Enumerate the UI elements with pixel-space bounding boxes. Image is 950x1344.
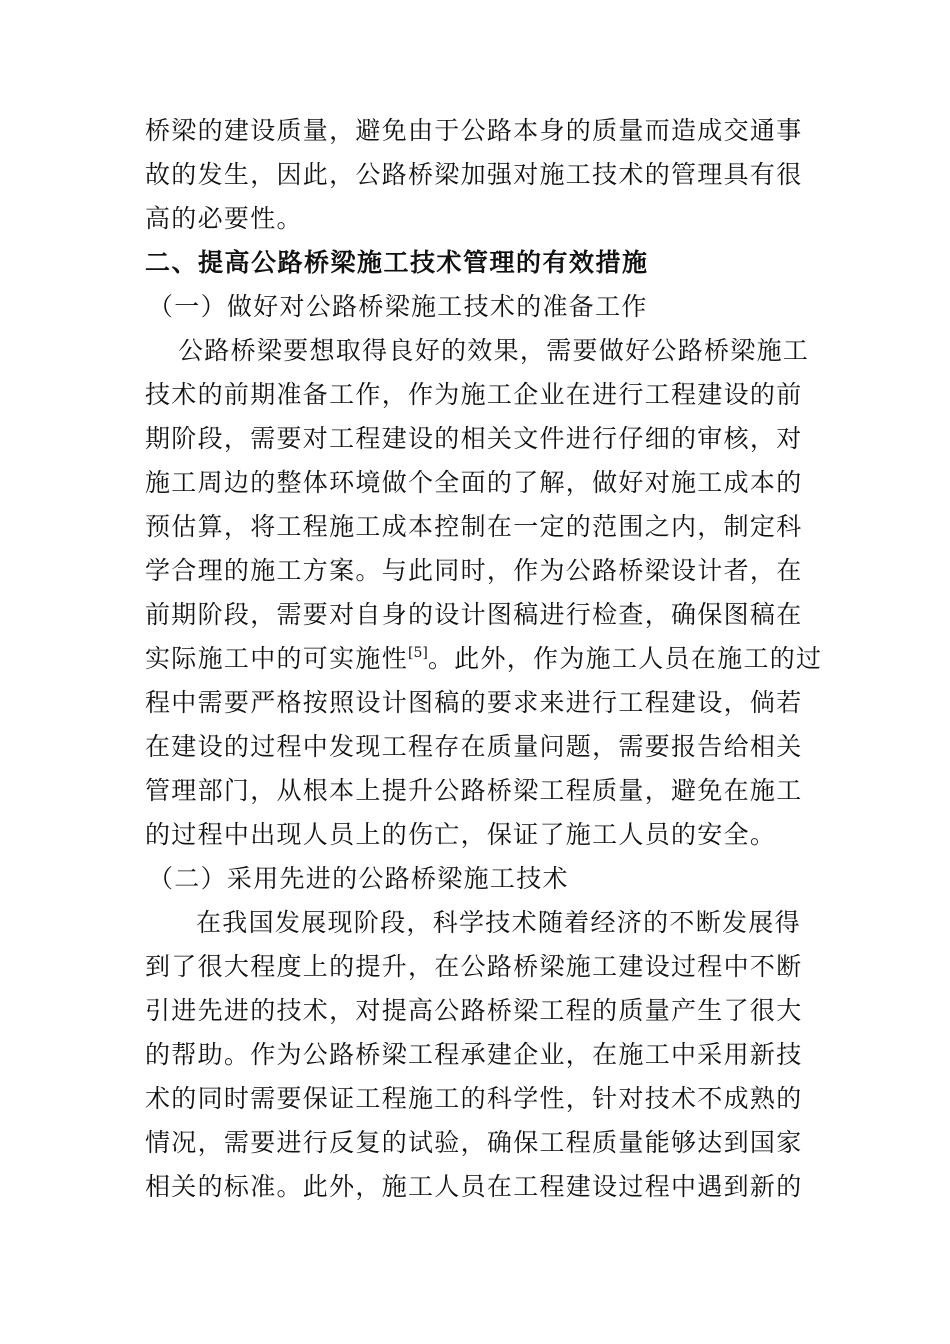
body-text-line: 的过程中出现人员上的伤亡，保证了施工人员的安全。	[145, 820, 777, 849]
body-text-line: 故的发生，因此，公路桥梁加强对施工技术的管理具有很	[145, 160, 803, 189]
body-text-line: 在建设的过程中发现工程存在质量问题，需要报告给相关	[145, 732, 803, 761]
body-text-line: 施工周边的整体环境做个全面的了解，做好对施工成本的	[145, 468, 803, 497]
body-text-line: 技术的前期准备工作，作为施工企业在进行工程建设的前	[145, 380, 803, 409]
citation-reference[interactable]: [5]	[408, 645, 428, 661]
body-text-line: 前期阶段，需要对自身的设计图稿进行检查，确保图稿在	[145, 600, 803, 629]
subsection-heading: （一）做好对公路桥梁施工技术的准备工作	[148, 292, 648, 321]
body-text-line: 高的必要性。	[145, 204, 303, 233]
body-text-line: 到了很大程度上的提升，在公路桥梁施工建设过程中不断	[145, 952, 803, 981]
body-text-segment: 。此外，作为施工人员在施工的过	[427, 644, 823, 673]
body-text-line: 引进先进的技术，对提高公路桥梁工程的质量产生了很大	[145, 996, 803, 1025]
paragraph-first-line: 在我国发展现阶段，科学技术随着经济的不断发展得	[196, 908, 801, 937]
body-text-line: 学合理的施工方案。与此同时，作为公路桥梁设计者，在	[145, 556, 803, 585]
body-text-line: 情况，需要进行反复的试验，确保工程质量能够达到国家	[145, 1128, 803, 1157]
body-text-line: 预估算，将工程施工成本控制在一定的范围之内，制定科	[145, 512, 803, 541]
body-text-line: 桥梁的建设质量，避免由于公路本身的质量而造成交通事	[145, 116, 803, 145]
body-text-line-with-citation	[145, 637, 825, 681]
section-heading: 二、提高公路桥梁施工技术管理的有效措施	[145, 248, 649, 277]
body-text-segment: 实际施工中的可实施性	[145, 644, 409, 673]
subsection-heading: （二）采用先进的公路桥梁施工技术	[148, 864, 569, 893]
body-text-line: 相关的标准。此外，施工人员在工程建设过程中遇到新的	[145, 1172, 803, 1201]
body-text-line: 术的同时需要保证工程施工的科学性，针对技术不成熟的	[145, 1084, 803, 1113]
body-text-line: 管理部门，从根本上提升公路桥梁工程质量，避免在施工	[145, 776, 803, 805]
body-text-line: 程中需要严格按照设计图稿的要求来进行工程建设，倘若	[145, 688, 803, 717]
body-text-line: 期阶段，需要对工程建设的相关文件进行仔细的审核，对	[145, 424, 803, 453]
paragraph-first-line: 公路桥梁要想取得良好的效果，需要做好公路桥梁施工	[178, 336, 810, 365]
body-text-line: 的帮助。作为公路桥梁工程承建企业，在施工中采用新技	[145, 1040, 803, 1069]
